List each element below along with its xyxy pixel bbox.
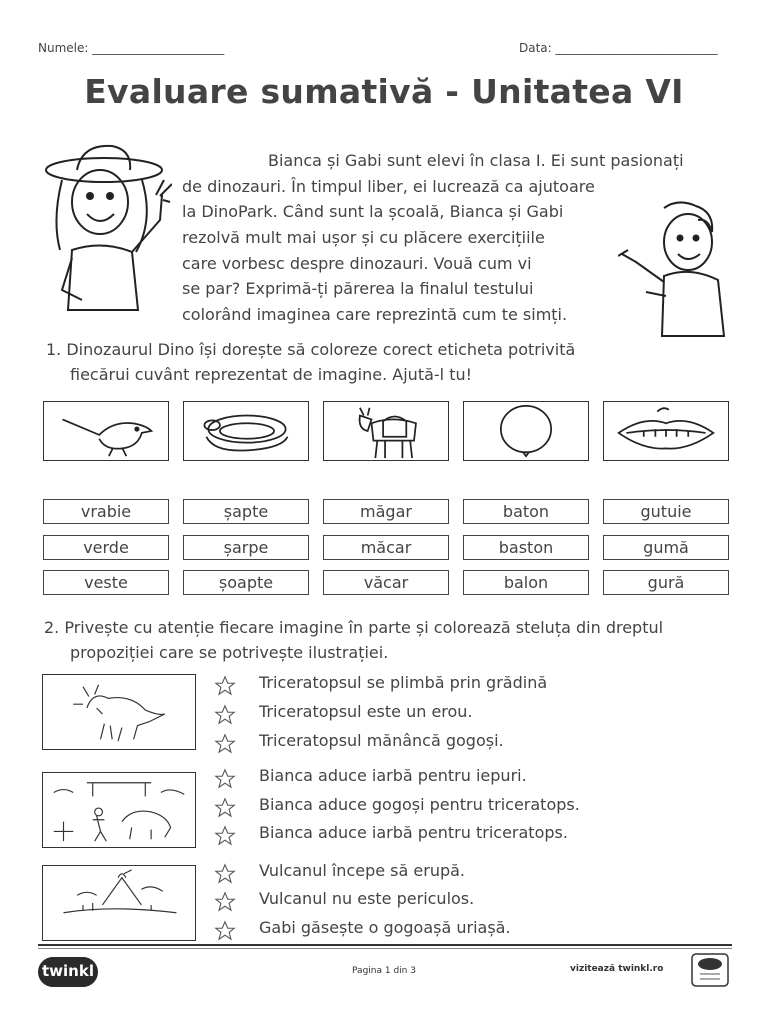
star-icon[interactable] <box>214 825 236 847</box>
word-label[interactable]: balon <box>463 570 589 595</box>
star-icon[interactable] <box>214 768 236 790</box>
date-field-label: Data: ___________________________ <box>519 41 718 55</box>
statement: Bianca aduce iarbă pentru iepuri. <box>259 766 527 785</box>
word-label[interactable]: baston <box>463 535 589 560</box>
question-1-line-1: 1. Dinozaurul Dino își dorește să coloreze corect eticheta potrivită <box>46 340 576 359</box>
star-icon[interactable] <box>214 675 236 697</box>
word-label[interactable]: gumă <box>603 535 729 560</box>
word-label[interactable]: gutuie <box>603 499 729 524</box>
word-label[interactable]: verde <box>43 535 169 560</box>
statement: Bianca aduce iarbă pentru triceratops. <box>259 823 568 842</box>
bianca-triceratops-scene-image <box>42 772 196 848</box>
star-icon[interactable] <box>214 920 236 942</box>
intro-line-7: colorând imaginea care reprezintă cum te simți. <box>182 305 568 324</box>
twinkl-logo: twinkl <box>38 957 98 987</box>
word-label[interactable]: măgar <box>323 499 449 524</box>
statement: Vulcanul nu este periculos. <box>259 889 475 908</box>
intro-line-2: de dinozauri. În timpul liber, ei lucrează ca ajutoare <box>182 177 595 196</box>
statement: Gabi găsește o gogoașă uriașă. <box>259 918 511 937</box>
statement: Triceratopsul se plimbă prin grădină <box>259 673 548 692</box>
statement: Triceratopsul mănâncă gogoși. <box>259 731 504 750</box>
question-2-line-1: 2. Privește cu atenție fiecare imagine în parte și colorează steluța din dreptul <box>44 618 664 637</box>
footer-divider-thin <box>38 948 732 949</box>
donkey-icon <box>323 401 449 461</box>
intro-line-6: se par? Exprimă-ți părerea la finalul testului <box>182 279 534 298</box>
star-icon[interactable] <box>214 863 236 885</box>
intro-line-4: rezolvă mult mai ușor și cu plăcere exercițiile <box>182 228 545 247</box>
balloon-icon <box>463 401 589 461</box>
statement: Bianca aduce gogoși pentru triceratops. <box>259 795 580 814</box>
word-label[interactable]: vrabie <box>43 499 169 524</box>
intro-line-1: Bianca și Gabi sunt elevi în clasa I. Ei sunt pasionați <box>268 151 684 170</box>
website-link[interactable]: vizitează twinkl.ro <box>570 964 664 974</box>
word-label[interactable]: veste <box>43 570 169 595</box>
intro-line-3: la DinoPark. Când sunt la școală, Bianca și Gabi <box>182 202 564 221</box>
page-title: Evaluare sumativă - Unitatea VI <box>84 72 684 111</box>
footer-divider <box>38 944 732 946</box>
question-1-line-2: fiecărui cuvânt reprezentat de imagine. Ajută-l tu! <box>70 365 473 384</box>
bird-icon <box>43 401 169 461</box>
quality-badge-icon <box>690 952 730 988</box>
statement: Vulcanul începe să erupă. <box>259 861 466 880</box>
star-icon[interactable] <box>214 733 236 755</box>
page-number: Pagina 1 din 3 <box>352 966 416 976</box>
statement: Triceratopsul este un erou. <box>259 702 473 721</box>
word-label[interactable]: văcar <box>323 570 449 595</box>
volcano-scene-image <box>42 865 196 941</box>
word-label[interactable]: șoapte <box>183 570 309 595</box>
question-2-line-2: propoziției care se potrivește ilustrației. <box>70 643 389 662</box>
star-icon[interactable] <box>214 704 236 726</box>
star-icon[interactable] <box>214 891 236 913</box>
word-label[interactable]: măcar <box>323 535 449 560</box>
girl-illustration <box>32 140 172 320</box>
word-label[interactable]: gură <box>603 570 729 595</box>
intro-line-5: care vorbesc despre dinozauri. Vouă cum vi <box>182 254 532 273</box>
star-icon[interactable] <box>214 797 236 819</box>
boy-illustration <box>618 198 730 338</box>
word-label[interactable]: baton <box>463 499 589 524</box>
snake-icon <box>183 401 309 461</box>
lips-icon <box>603 401 729 461</box>
name-field-label: Numele: ______________________ <box>38 41 225 55</box>
word-label[interactable]: șarpe <box>183 535 309 560</box>
triceratops-scene-image <box>42 674 196 750</box>
word-label[interactable]: șapte <box>183 499 309 524</box>
